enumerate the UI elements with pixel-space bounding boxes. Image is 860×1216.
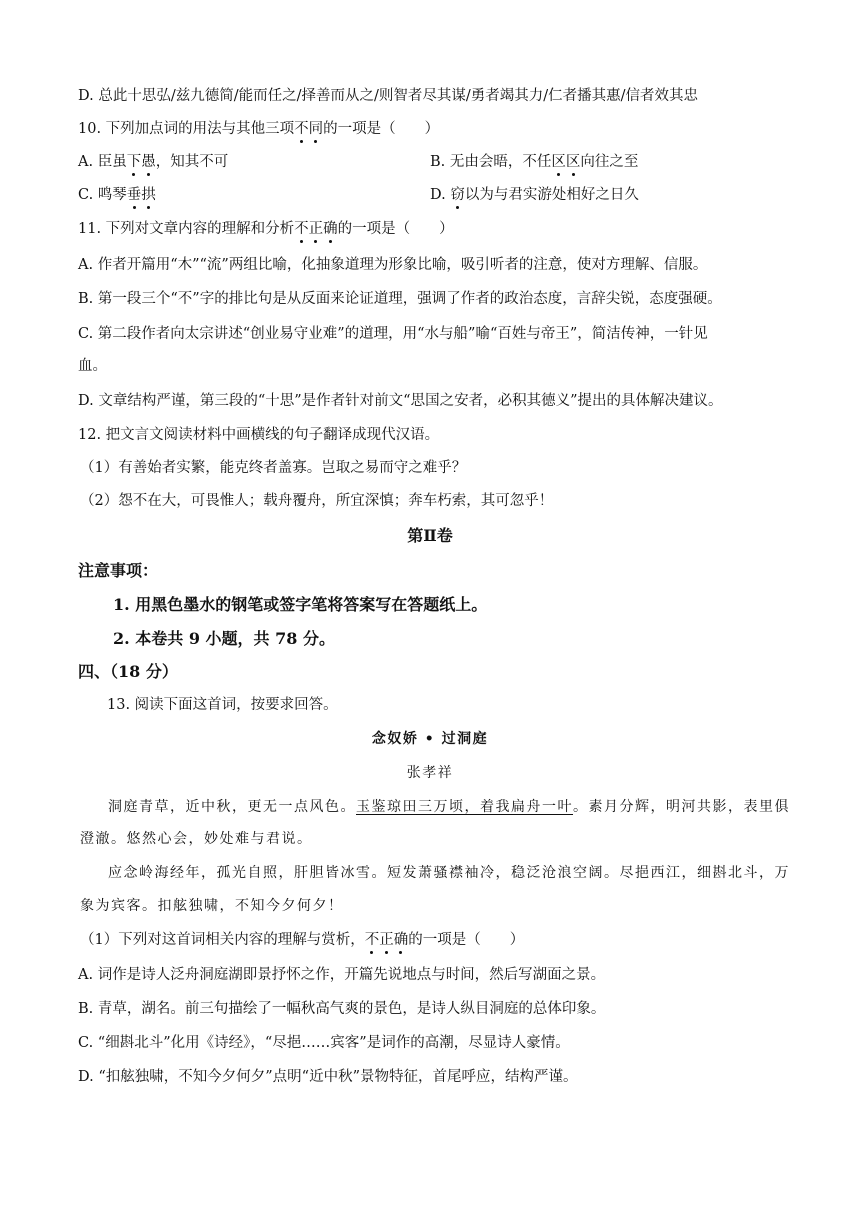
q13-option-a: A. 词作是诗人泛舟洞庭湖即景抒怀之作，开篇先说地点与时间，然后写湖面之景。 [78, 967, 606, 983]
underlined-sentence: 玉鉴琼田三万顷，着我扁舟一叶 [356, 799, 573, 815]
notice-heading: 注意事项： [78, 561, 159, 580]
q11-option-c-line1: C. 第二段作者向太宗讲述“创业易守业难”的道理，用“水与船”喻“百姓与帝王”，简洁传神，一针见 [78, 326, 708, 342]
option-text: D. [430, 187, 451, 203]
emphasis-dot-char: 不 [294, 218, 309, 240]
emphasis-dot-char: 不 [365, 929, 380, 951]
option-text: B. 无由会晤，不任 [430, 154, 552, 170]
poem-title: 念奴娇 • 过洞庭 [371, 731, 489, 747]
option-text: A. 臣虽 [78, 154, 127, 170]
emphasis-dot-char: 同 [309, 118, 324, 140]
poem-text: 。素月分辉，明河共影，表里俱 [573, 799, 790, 815]
stem-text: 的一项是（ ） [408, 932, 525, 948]
poem-text: 洞庭青草，近中秋，更无一点风色。 [108, 799, 356, 815]
option-text: ，知其不可 [155, 154, 229, 170]
emphasis-dot-char: 愚 [141, 151, 156, 173]
q12-stem: 12. 把文言文阅读材料中画横线的句子翻译成现代汉语。 [78, 427, 440, 443]
stem-text: （1）下列对这首词相关内容的理解与赏析， [80, 932, 365, 948]
q10-option-b [430, 151, 638, 173]
emphasis-dot-char: 拱 [141, 184, 156, 206]
q11-option-c-line2: 血。 [78, 358, 107, 374]
q11-option-d: D. 文章结构严谨，第三段的“十思”是作者针对前文“思国之安者，必积其德义”提出的具体解决建议。 [78, 393, 723, 409]
stem-text: 的一项是（ ） [337, 221, 454, 237]
option-text: C. 鸣琴 [78, 187, 127, 203]
option-text: 向往之至 [580, 154, 639, 170]
q12-sentence-2: （2）怨不在大，可畏惟人；载舟覆舟，所宜深慎；奔车朽索，其可忽乎！ [80, 493, 554, 509]
q10-stem-post: 的一项是（ ） [323, 121, 440, 137]
q10-stem [78, 118, 439, 140]
q9-option-d: D. 总此十思弘/兹九德简/能而任之/择善而从之/则智者尽其谋/勇者竭其力/仁者播其惠/信者效其忠 [78, 88, 699, 104]
q11-option-b: B. 第一段三个“不”字的排比句是从反面来论证道理，强调了作者的政治态度，言辞尖锐，态度强硬。 [78, 291, 722, 307]
poem-line-2: 澄澈。悠然心会，妙处难与君说。 [80, 831, 313, 847]
emphasis-dot-char: 不 [294, 118, 309, 140]
q10-stem-pre: 10. 下列加点词的用法与其他三项 [78, 121, 295, 137]
q13-option-d: D. “扣舷独啸，不知今夕何夕”点明“近中秋”景物特征，首尾呼应，结构严谨。 [78, 1069, 578, 1085]
q12-sentence-1: （1）有善始者实繁，能克终者盖寡。岂取之易而守之难乎？ [80, 460, 467, 476]
q13-option-b: B. 青草，湖名。前三句描绘了一幅秋高气爽的景色，是诗人纵目洞庭的总体印象。 [78, 1001, 606, 1017]
stem-text: 11. 下列对文章内容的理解和分析 [78, 221, 295, 237]
notice-item-1: 1. 用黑色墨水的钢笔或签字笔将答案写在答题纸上。 [113, 595, 488, 614]
poem-line-1 [108, 796, 790, 818]
q13-sub1-stem [80, 929, 524, 951]
poem-line-3: 应念岭海经年，孤光自照，肝胆皆冰雪。短发萧骚襟袖冷，稳泛沧浪空阔。尽挹西江，细斟北斗，万 [108, 865, 790, 881]
q13-stem: 13. 阅读下面这首词，按要求回答。 [107, 697, 338, 713]
q10-option-c [78, 184, 156, 206]
section-heading: 四、（18 分） [78, 662, 178, 681]
notice-item-2: 2. 本卷共 9 小题，共 78 分。 [113, 629, 335, 648]
poem-line-4: 象为宾客。扣舷独啸，不知今夕何夕！ [80, 898, 344, 914]
q11-option-a: A. 作者开篇用“木”“流”两组比喻，化抽象道理为形象比喻，吸引听者的注意，使对方理解、信服。 [78, 257, 708, 273]
emphasis-dot-char: 垂 [127, 184, 142, 206]
emphasis-dot-char: 确 [394, 929, 409, 951]
option-text: 以为与君实游处相好之日久 [464, 187, 639, 203]
q10-option-d [430, 184, 639, 206]
q11-stem [78, 218, 454, 240]
emphasis-dot-char: 区 [566, 151, 581, 173]
emphasis-dot-char: 正 [309, 218, 324, 240]
emphasis-dot-char: 窃 [450, 184, 465, 206]
emphasis-dot-char: 区 [551, 151, 566, 173]
emphasis-dot-char: 确 [323, 218, 338, 240]
emphasis-dot-char: 正 [379, 929, 394, 951]
q10-option-a [78, 151, 228, 173]
part2-title: 第Ⅱ卷 [407, 526, 453, 545]
poem-author: 张孝祥 [406, 765, 454, 781]
q13-option-c: C. “细斟北斗”化用《诗经》，“尽挹……宾客”是词作的高潮，尽显诗人豪情。 [78, 1035, 570, 1051]
emphasis-dot-char: 下 [127, 151, 142, 173]
